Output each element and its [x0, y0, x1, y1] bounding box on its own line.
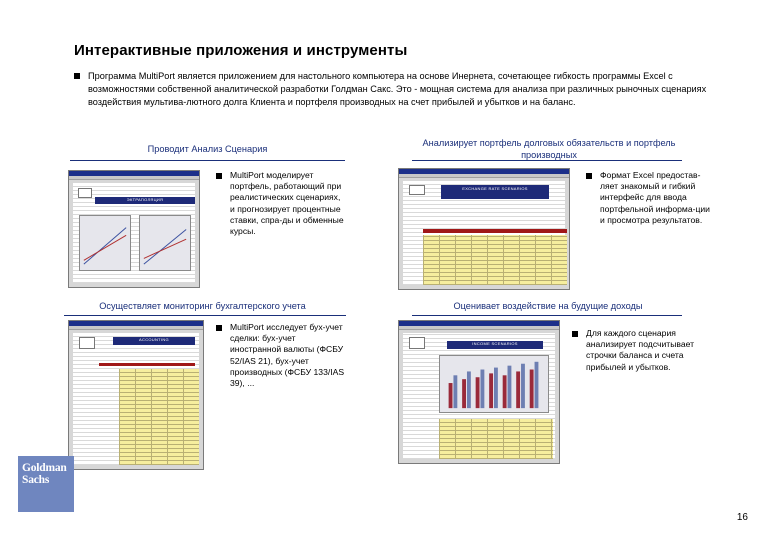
data-grid — [423, 235, 567, 285]
data-grid — [439, 419, 553, 459]
accounting-underline — [64, 315, 346, 316]
goldman-sachs-logo — [18, 456, 74, 512]
series-line — [144, 239, 186, 258]
intro-text: Программа MultiPort является приложением для настольного компьютера на основе Инернета, сочетающее гибкость программы Excel с возможностями собственной аналитической разработки Голдман Сакс. Это - мощная система для анализа при различных рыночных сценариях воздействия мультива-лютного долга Клиента и портфеля производных на счет прибылей и убытков и на баланс. — [88, 71, 707, 107]
scenario-underline — [70, 160, 345, 161]
series-line — [84, 228, 126, 265]
chart-bar — [453, 375, 457, 408]
chart-bar — [476, 377, 480, 408]
income-bar-chart — [439, 355, 549, 413]
sheet-header-cell — [78, 188, 92, 198]
window-menubar — [399, 326, 559, 330]
income-text: Для каждого сценария анализирует подсчитывает строчки баланса и счета прибылей и убытков. — [586, 328, 695, 372]
scenario-bullet — [216, 170, 344, 237]
income-bullet — [572, 328, 702, 373]
bullet-square-icon — [216, 325, 222, 331]
intro-paragraph — [74, 70, 734, 109]
scenario-screen-banner: ЭКТРАПОЛЯЦИЯ — [95, 197, 195, 204]
bullet-square-icon — [216, 173, 222, 179]
chart-bar — [462, 379, 466, 408]
income-screen-banner: INCOME SCENARIOS — [447, 341, 543, 349]
sheet-header-cell — [409, 185, 425, 195]
chart-bar — [503, 375, 507, 408]
accounting-screen-banner: ACCOUNTING — [113, 337, 195, 345]
chart-plot — [80, 216, 130, 270]
income-underline — [412, 315, 682, 316]
income-heading: Оценивает воздействие на будущие доходы — [453, 301, 643, 311]
scenario-line-chart-right — [139, 215, 191, 271]
series-line — [84, 235, 126, 260]
chart-plot — [440, 356, 548, 412]
scenario-line-chart-left — [79, 215, 131, 271]
portfolio-screen-banner: EXCHANGE RATE SCENARIOS — [441, 185, 549, 199]
header-row-band — [99, 363, 195, 366]
chart-bar — [521, 364, 525, 408]
chart-bar — [530, 370, 534, 409]
accounting-screenshot — [68, 320, 204, 470]
logo-line-1: Goldman — [22, 462, 67, 474]
scenario-text: MultiPort моделирует портфель, работающий при реалистических сценариях, и прогнозирует процентные ставки, спра-ды и обменные курсы. — [230, 170, 344, 237]
chart-bar — [494, 368, 498, 409]
bullet-square-icon — [74, 73, 80, 79]
sheet-header-cell — [409, 337, 425, 349]
accounting-text: MultiPort исследует бух-учет сделки: бух-учет иностранной валюты (ФСБУ 52/IAS 21), бух-учет производных (ФСБУ 133/IAS 39), ... — [230, 322, 345, 389]
window-menubar — [69, 326, 203, 330]
chart-bar — [489, 373, 493, 408]
chart-plot — [140, 216, 190, 270]
page-title: Интерактивные приложения и инструменты — [74, 42, 408, 59]
window-menubar — [399, 174, 569, 178]
chart-bar — [516, 371, 520, 408]
data-grid — [119, 369, 199, 465]
portfolio-bullet — [586, 170, 712, 226]
bullet-square-icon — [586, 173, 592, 179]
portfolio-underline — [412, 160, 682, 161]
portfolio-heading: Анализирует портфель долговых обязательств и портфель производных — [422, 138, 676, 160]
page-number: 16 — [736, 512, 748, 523]
chart-bar — [467, 371, 471, 408]
series-line — [144, 230, 186, 265]
portfolio-text: Формат Excel предостав-ляет знакомый и гибкий интерфейс для ввода портфельной информа-ции и просмотра результатов. — [600, 170, 710, 225]
window-menubar — [69, 176, 199, 180]
header-row-band — [423, 229, 567, 233]
chart-bar — [535, 362, 539, 408]
income-screenshot — [398, 320, 560, 464]
chart-bar — [508, 366, 512, 408]
scenario-screenshot — [68, 170, 200, 288]
logo-line-2: Sachs — [22, 474, 50, 486]
chart-bar — [480, 370, 484, 409]
portfolio-screenshot — [398, 168, 570, 290]
scenario-heading: Проводит Анализ Сценария — [147, 144, 268, 154]
bullet-square-icon — [572, 331, 578, 337]
accounting-bullet — [216, 322, 346, 389]
chart-bar — [449, 383, 453, 408]
sheet-header-cell — [79, 337, 95, 349]
accounting-heading: Осуществляет мониторинг бухгалтерского учета — [99, 301, 306, 311]
